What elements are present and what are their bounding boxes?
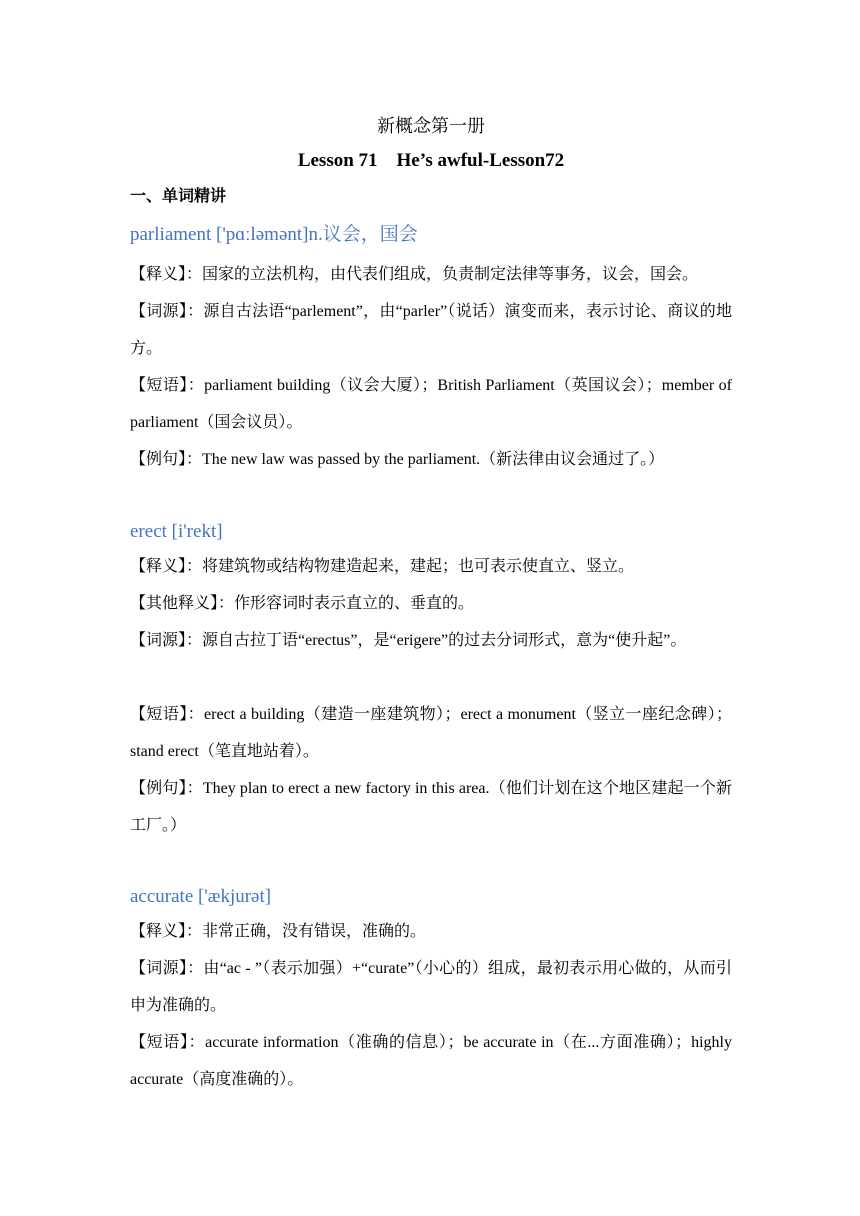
entry-accurate-etymology: 【词源】：由“ac - ”（表示加强）+“curate”（小心的）组成，最初表示用心做的，从而引申为准确的。: [130, 960, 732, 1014]
entry-head-accurate: accurate ['ækjurət]: [130, 886, 272, 907]
entry-parliament-definition: 【释义】：国家的立法机构，由代表们组成，负责制定法律等事务，议会，国会。: [130, 266, 699, 283]
entry-head-erect: erect [i'rekt]: [130, 521, 223, 542]
entry-erect-etymology: 【词源】：源自古拉丁语“erectus”，是“erigere”的过去分词形式，意为“使升起”。: [130, 632, 687, 649]
entry-erect-example: 【例句】：They plan to erect a new factory in this area.（他们计划在这个地区建起一个新工厂。）: [130, 780, 732, 834]
lesson-title: Lesson 71 He’s awful-Lesson72: [297, 150, 565, 171]
entry-accurate-definition: 【释义】：非常正确，没有错误，准确的。: [130, 923, 427, 940]
entry-erect-definition: 【释义】：将建筑物或结构物建造起来，建起；也可表示使直立、竖立。: [130, 558, 635, 575]
entry-erect-phrases: 【短语】：erect a building（建造一座建筑物）；erect a monument（竖立一座纪念碑）；stand erect（笔直地站着）。: [130, 706, 732, 760]
entry-accurate-phrases: 【短语】：accurate information（准确的信息）；be accurate in（在...方面准确）；highly accurate（高度准确的）。: [130, 1034, 732, 1088]
entry-head-parliament: parliament ['pɑːləmənt]n.议会，国会: [130, 224, 418, 245]
document-title: 新概念第一册: [377, 116, 485, 136]
entry-parliament-phrases: 【短语】：parliament building（议会大厦）；British Parliament（英国议会）；member of parliament（国会议员）。: [130, 377, 732, 431]
section-heading: 一、单词精讲: [130, 188, 227, 205]
entry-parliament-etymology: 【词源】：源自古法语“parlement”，由“parler”（说话）演变而来，表示讨论、商议的地方。: [130, 303, 732, 357]
entry-erect-other-definition: 【其他释义】：作形容词时表示直立的、垂直的。: [130, 595, 475, 612]
entry-parliament-example: 【例句】：The new law was passed by the parliament.（新法律由议会通过了。）: [130, 451, 665, 468]
